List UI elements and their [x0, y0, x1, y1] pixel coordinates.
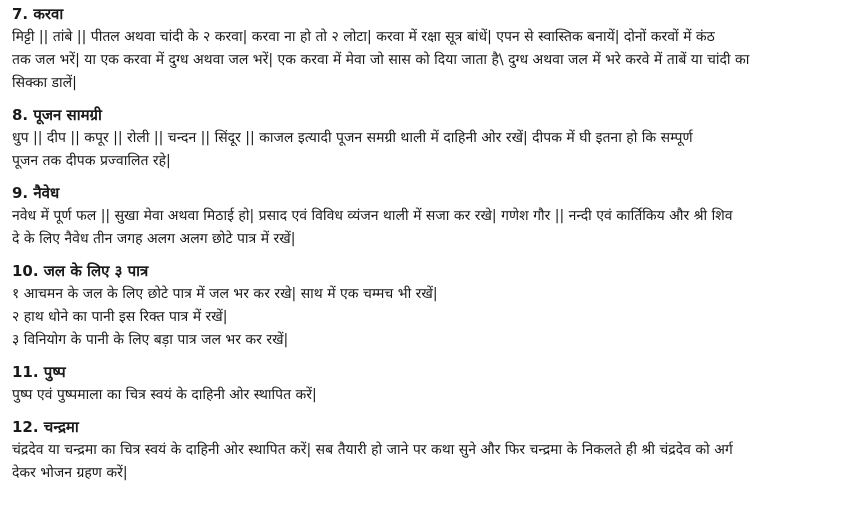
section-line: धुप || दीप || कपूर || रोली || चन्दन || सिंदूर || काजल इत्यादी पूजन समग्री थाली में दाहिनी ओर रखें| दीपक में घी इतना हो कि सम्पूर्ण — [12, 130, 693, 146]
section-jal-patra — [12, 260, 846, 352]
section-line: तक जल भरें| या एक करवा में दुग्ध अथवा जल भरें| एक करवा में मेवा जो सास को दिया जाता है\ दुग्ध अथवा जल में भरे करवे में ताबें या चांदी का — [12, 52, 750, 68]
section-heading: 8. पूजन सामग्री — [12, 106, 102, 124]
section-line: नवेध में पूर्ण फल || सुखा मेवा अथवा मिठाई हो| प्रसाद एवं विविध व्यंजन थाली में सजा कर रखे| गणेश गौर || नन्दी एवं कार्तिकिय और श्री शिव — [12, 208, 733, 224]
section-heading: 11. पुष्प — [12, 363, 66, 381]
section-line: मिट्टी || तांबे || पीतल अथवा चांदी के २ करवा| करवा ना हो तो २ लोटा| करवा में रक्षा सूत्र बांधें| एपन से स्वास्तिक बनायें| दोनों करवों में कंठ — [12, 29, 715, 45]
section-line: १ आचमन के जल के लिए छोटे पात्र में जल भर कर रखे| साथ में एक चम्मच भी रखें| — [12, 286, 438, 302]
section-pushp — [12, 361, 846, 407]
section-line: देकर भोजन ग्रहण करें| — [12, 465, 128, 481]
section-pujan-samagri — [12, 104, 846, 173]
section-heading: 9. नैवेध — [12, 184, 60, 202]
section-heading: 12. चन्द्रमा — [12, 418, 79, 436]
section-karva — [12, 3, 846, 95]
section-chandrama — [12, 416, 846, 485]
section-line: चंद्रदेव या चन्द्रमा का चित्र स्वयं के दाहिनी ओर स्थापित करें| सब तैयारी हो जाने पर कथा सुने और फिर चन्द्रमा के निकलते ही श्री चंद्रदेव को अर्ग — [12, 442, 733, 458]
section-line: पुष्प एवं पुष्पमाला का चित्र स्वयं के दाहिनी ओर स्थापित करें| — [12, 387, 317, 403]
section-line: सिक्का डालें| — [12, 75, 77, 91]
section-line: ३ विनियोग के पानी के लिए बड़ा पात्र जल भर कर रखें| — [12, 332, 289, 348]
section-line: दे के लिए नैवेध तीन जगह अलग अलग छोटे पात्र में रखें| — [12, 231, 296, 247]
section-naivedh — [12, 182, 846, 251]
section-line: पूजन तक दीपक प्रज्वालित रहे| — [12, 153, 171, 169]
section-line: २ हाथ धोने का पानी इस रिक्त पात्र में रखें| — [12, 309, 228, 325]
section-heading: 7. करवा — [12, 5, 64, 23]
section-heading: 10. जल के लिए ३ पात्र — [12, 262, 149, 280]
